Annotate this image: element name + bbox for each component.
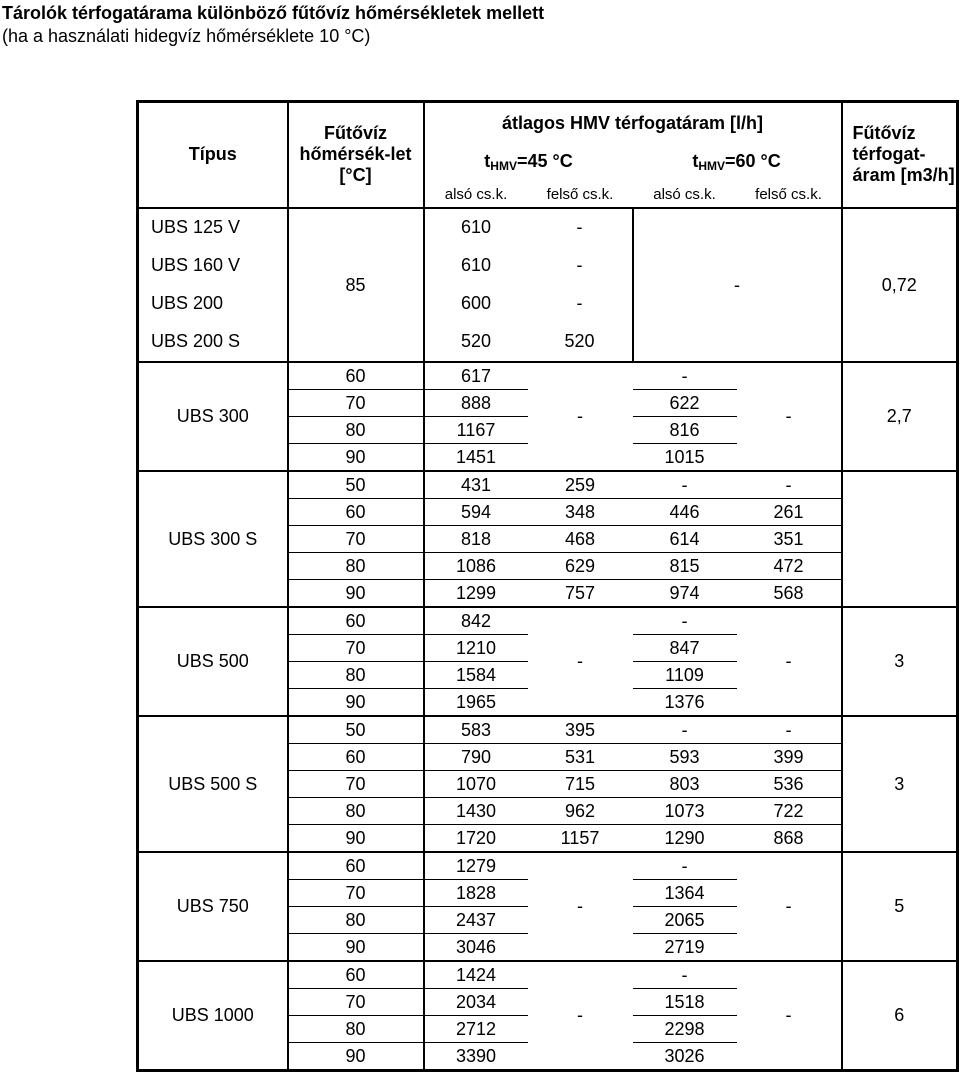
value-cell: 610 <box>460 254 492 275</box>
value-cell: 818 <box>424 525 528 552</box>
temp-cell: 60 <box>288 961 424 989</box>
temp-cell: 80 <box>288 552 424 579</box>
type-cell: UBS 500 <box>138 607 288 716</box>
value-cell: 610 <box>460 217 492 237</box>
flow-cell: 5 <box>842 852 958 961</box>
value-cell: 348 <box>528 498 633 525</box>
temp-cell: 60 <box>288 852 424 880</box>
value-cell: - <box>737 607 842 716</box>
temp-cell: 90 <box>288 688 424 716</box>
temp-cell: 90 <box>288 933 424 961</box>
header-heating-flow: Fűtővíz térfogat-áram [m3/h] <box>842 102 958 208</box>
value-cell: 472 <box>737 552 842 579</box>
type-cell: UBS 200 <box>138 284 288 322</box>
value-cell: - <box>633 961 737 989</box>
value-cell: 815 <box>633 552 737 579</box>
temp-cell: 60 <box>288 607 424 635</box>
value-cell: 1518 <box>633 988 737 1015</box>
value-cell: 617 <box>424 362 528 390</box>
value-cell: 583 <box>424 716 528 744</box>
value-cell: - <box>633 607 737 635</box>
value-cell: 1157 <box>528 824 633 852</box>
page-subtitle: (ha a használati hidegvíz hőmérséklete 10 °C) <box>2 26 371 46</box>
value-cell: 568 <box>737 579 842 607</box>
temp-cell: 70 <box>288 634 424 661</box>
temp-cell: 80 <box>288 416 424 443</box>
value-cell: 593 <box>633 743 737 770</box>
value-cell: 757 <box>528 579 633 607</box>
temp-cell: 85 <box>288 208 424 362</box>
value-cell: - <box>528 208 633 246</box>
flow-cell: 2,7 <box>842 362 958 471</box>
value-cell: 962 <box>528 797 633 824</box>
value-cell: 2065 <box>633 906 737 933</box>
flow-cell: 3 <box>842 607 958 716</box>
value-cell: 1965 <box>424 688 528 716</box>
header-type: Típus <box>138 102 288 208</box>
flow-rate-table <box>136 100 956 1066</box>
type-cell: UBS 125 V <box>138 208 288 246</box>
value-cell: - <box>737 961 842 1071</box>
type-cell: UBS 300 <box>138 362 288 471</box>
value-cell: 1210 <box>424 634 528 661</box>
value-cell: 1015 <box>633 443 737 471</box>
value-cell: - <box>528 852 633 961</box>
value-cell: 614 <box>633 525 737 552</box>
temp-cell: 70 <box>288 988 424 1015</box>
value-cell: - <box>528 362 633 471</box>
value-cell: 531 <box>528 743 633 770</box>
temp-cell: 50 <box>288 716 424 744</box>
value-cell: 842 <box>424 607 528 635</box>
value-cell: 2719 <box>633 933 737 961</box>
value-cell: 722 <box>737 797 842 824</box>
flow-cell: 6 <box>842 961 958 1071</box>
value-cell: 431 <box>424 471 528 499</box>
value-cell: 974 <box>633 579 737 607</box>
flow-cell: 0,72 <box>842 208 958 362</box>
value-cell: 1109 <box>633 661 737 688</box>
header-lower-coil-60: alsó cs.k. <box>633 184 737 208</box>
value-cell: 1828 <box>424 879 528 906</box>
header-t60: $t_{HMV}=60$ °C <box>633 144 842 184</box>
header-t45: $t_{HMV}=45$ °C <box>484 150 573 173</box>
value-cell: 261 <box>737 498 842 525</box>
header-upper-coil-60: felső cs.k. <box>737 184 842 208</box>
value-cell: 868 <box>737 824 842 852</box>
value-cell: - <box>737 716 842 744</box>
value-cell: 351 <box>737 525 842 552</box>
value-cell: 520 <box>528 322 633 362</box>
value-cell: 1376 <box>633 688 737 716</box>
header-avg-dhw-flow: átlagos HMV térfogatáram [l/h] <box>424 102 842 144</box>
value-cell: 468 <box>528 525 633 552</box>
value-cell: - <box>633 852 737 880</box>
value-cell: 2298 <box>633 1015 737 1042</box>
value-cell: 1451 <box>424 443 528 471</box>
type-cell: UBS 160 V <box>138 246 288 284</box>
temp-cell: 90 <box>288 824 424 852</box>
temp-cell: 70 <box>288 879 424 906</box>
value-cell: 1424 <box>424 961 528 989</box>
value-cell: - <box>737 362 842 471</box>
value-cell: 1167 <box>424 416 528 443</box>
temp-cell: 90 <box>288 443 424 471</box>
value-cell: - <box>633 716 737 744</box>
value-cell: 1430 <box>424 797 528 824</box>
value-cell: 1584 <box>424 661 528 688</box>
value-cell: 1086 <box>424 552 528 579</box>
flow-cell <box>842 471 958 607</box>
value-cell: 888 <box>424 389 528 416</box>
value-cell: 1290 <box>633 824 737 852</box>
value-cell: 520 <box>424 322 528 362</box>
value-cell: 395 <box>528 716 633 744</box>
value-cell: 790 <box>424 743 528 770</box>
value-cell: 803 <box>633 770 737 797</box>
value-cell: 399 <box>737 743 842 770</box>
page-title: Tárolók térfogatárama különböző fűtővíz hőmérsékletek mellett <box>2 3 545 23</box>
value-cell: 816 <box>633 416 737 443</box>
type-cell: UBS 750 <box>138 852 288 961</box>
value-cell: - <box>633 208 842 362</box>
value-cell: 2437 <box>424 906 528 933</box>
value-cell: 259 <box>528 471 633 499</box>
value-cell: 3046 <box>424 933 528 961</box>
value-cell: 3026 <box>633 1042 737 1070</box>
value-cell: - <box>633 471 737 499</box>
value-cell: 2712 <box>424 1015 528 1042</box>
value-cell: 1279 <box>424 852 528 880</box>
value-cell: - <box>633 362 737 390</box>
temp-cell: 60 <box>288 362 424 390</box>
temp-cell: 90 <box>288 1042 424 1070</box>
value-cell: 629 <box>528 552 633 579</box>
temp-cell: 90 <box>288 579 424 607</box>
temp-cell: 50 <box>288 471 424 499</box>
temp-cell: 60 <box>288 498 424 525</box>
value-cell: 594 <box>424 498 528 525</box>
temp-cell: 80 <box>288 906 424 933</box>
temp-cell: 70 <box>288 525 424 552</box>
value-cell: 2034 <box>424 988 528 1015</box>
value-cell: 1364 <box>633 879 737 906</box>
value-cell: - <box>737 852 842 961</box>
temp-cell: 80 <box>288 797 424 824</box>
value-cell: 600 <box>460 292 492 313</box>
temp-cell: 60 <box>288 743 424 770</box>
value-cell: 1720 <box>424 824 528 852</box>
value-cell: - <box>528 961 633 1071</box>
value-cell: 3390 <box>424 1042 528 1070</box>
value-cell: 715 <box>528 770 633 797</box>
value-cell: 847 <box>633 634 737 661</box>
value-cell: 536 <box>737 770 842 797</box>
value-cell: 1299 <box>424 579 528 607</box>
type-cell: UBS 200 S <box>138 322 288 362</box>
value-cell: - <box>528 607 633 716</box>
value-cell: - <box>528 284 633 322</box>
temp-cell: 80 <box>288 661 424 688</box>
type-cell: UBS 300 S <box>138 471 288 607</box>
header-heating-temp: Fűtővíz hőmérsék-let [°C] <box>288 102 424 208</box>
temp-cell: 70 <box>288 770 424 797</box>
value-cell: 622 <box>633 389 737 416</box>
value-cell: - <box>737 471 842 499</box>
value-cell: - <box>528 246 633 284</box>
type-cell: UBS 500 S <box>138 716 288 852</box>
header-lower-coil-45: alsó cs.k. <box>424 184 528 208</box>
type-cell: UBS 1000 <box>138 961 288 1071</box>
value-cell: 1073 <box>633 797 737 824</box>
header-upper-coil-45: felső cs.k. <box>528 184 633 208</box>
temp-cell: 70 <box>288 389 424 416</box>
temp-cell: 80 <box>288 1015 424 1042</box>
value-cell: 446 <box>633 498 737 525</box>
value-cell: 1070 <box>424 770 528 797</box>
flow-cell: 3 <box>842 716 958 852</box>
